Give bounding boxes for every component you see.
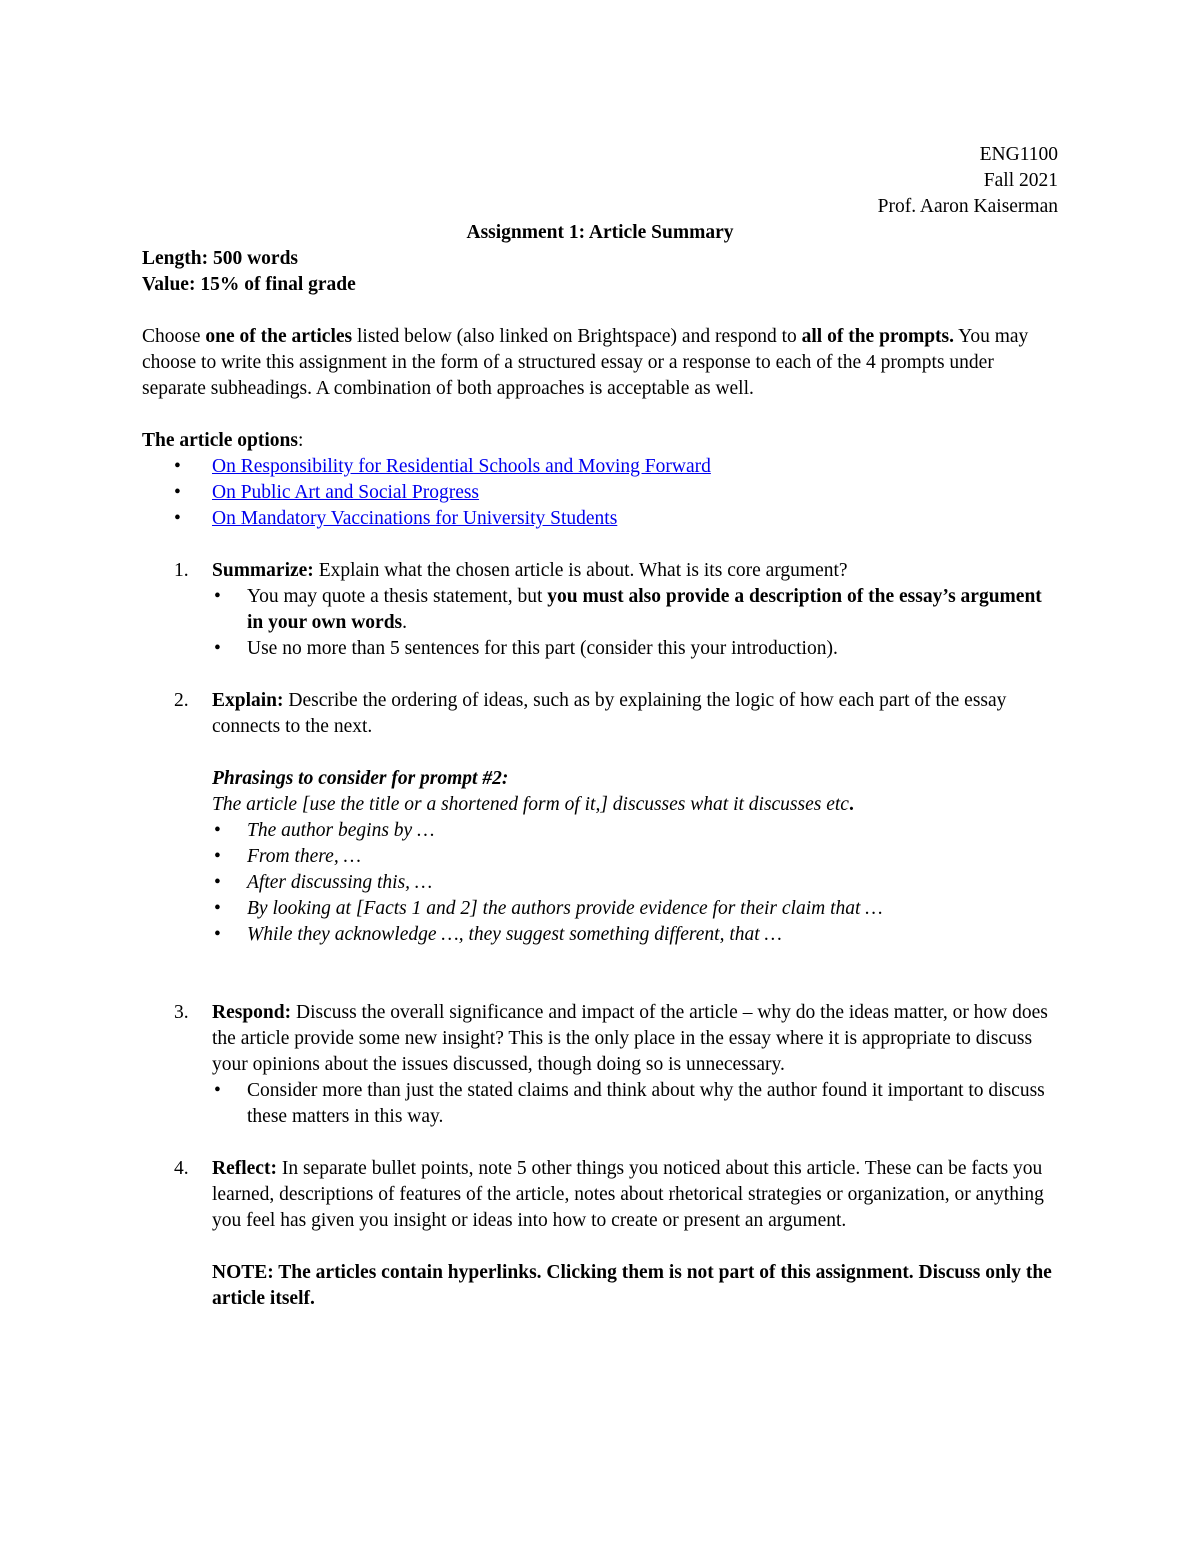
document-page [142, 142, 1058, 1312]
prompt-number: 1. [174, 560, 189, 581]
instructor: Prof. Aaron Kaiserman [877, 196, 1058, 217]
phrasings-intro: The article [use the title or a shortened form of it,] discusses what it discusses etc. [212, 794, 854, 815]
list-item: • The author begins by … [212, 818, 1058, 844]
prompt-number: 2. [174, 690, 189, 711]
value-line: Value: 15% of final grade [142, 274, 356, 295]
articles-heading: The article options: [142, 430, 304, 451]
summarize-bullets [212, 584, 1058, 662]
phrasings-heading: Phrasings to consider for prompt #2: [212, 768, 509, 789]
length-line: Length: 500 words [142, 248, 299, 269]
assignment-title: Assignment 1: Article Summary [466, 222, 734, 243]
prompt-number: 3. [174, 1002, 189, 1023]
term: Fall 2021 [983, 170, 1058, 191]
list-item: • Use no more than 5 sentences for this part (consider this your introduction). [212, 636, 1058, 662]
course-code: ENG1100 [979, 144, 1058, 165]
respond-bullets [212, 1078, 1058, 1130]
prompt-list [142, 558, 1058, 1312]
list-item: • From there, … [212, 844, 1058, 870]
list-item: • You may quote a thesis statement, but you must also provide a description of the essay’s argument in your own words. [212, 584, 1058, 636]
prompt-number: 4. [174, 1158, 189, 1179]
prompt-explain: 2. Explain: Describe the ordering of ideas, such as by explaining the logic of how each part of the essay connects to the next. Phrasings to consider for prompt #2: The article [use the title or a shortened form of it,] discusses what it discusses etc. • The author begins by … • From there, … • After discussing this, … • By looking at [Facts 1 and 2] the authors provide evidence for their claim that … • While they acknowledge …, they suggest something different, that … [142, 688, 1058, 1000]
note: NOTE: The articles contain hyperlinks. Clicking them is not part of this assignment. Discuss only the article itself. [212, 1262, 1052, 1309]
article-link-residential-schools[interactable]: On Responsibility for Residential Schools and Moving Forward [212, 456, 711, 477]
list-item [142, 454, 1058, 480]
list-item: • While they acknowledge …, they suggest something different, that … [212, 922, 1058, 948]
list-item: • After discussing this, … [212, 870, 1058, 896]
prompt-summarize: 1. Summarize: Explain what the chosen article is about. What is its core argument? • You may quote a thesis statement, but you must also provide a description of the essay’s argument in your own words. • Use no more than 5 sentences for this part (consider this your introduction). [142, 558, 1058, 688]
prompt-reflect: 4. Reflect: In separate bullet points, note 5 other things you noticed about this article. These can be facts you learned, descriptions of features of the article, notes about rhetorical strategies or organization, or anything you feel has given you insight or ideas into how to create or present an argument. NOTE: The articles contain hyperlinks. Clicking them is not part of this assignment. Discuss only the article itself. [142, 1156, 1058, 1312]
intro-paragraph: Choose one of the articles listed below (also linked on Brightspace) and respond to all of the prompts. You may choose to write this assignment in the form of a structured essay or a response to each of the 4 prompts under separate subheadings. A combination of both approaches is acceptable as well. [142, 326, 1029, 399]
list-item [142, 506, 1058, 532]
article-link-vaccinations[interactable]: On Mandatory Vaccinations for University Students [212, 508, 618, 529]
list-item: • By looking at [Facts 1 and 2] the authors provide evidence for their claim that … [212, 896, 1058, 922]
prompt-respond: 3. Respond: Discuss the overall significance and impact of the article – why do the ideas matter, or how does the article provide some new insight? This is the only place in the essay where it is appropriate to discuss your opinions about the issues discussed, though doing so is unnecessary. • Consider more than just the stated claims and think about why the author found it important to discuss these matters in this way. [142, 1000, 1058, 1156]
phrasings-list [212, 818, 1058, 948]
list-item [142, 480, 1058, 506]
article-list [142, 454, 1058, 532]
article-link-public-art[interactable]: On Public Art and Social Progress [212, 482, 480, 503]
course-header [142, 142, 1058, 220]
list-item: • Consider more than just the stated claims and think about why the author found it important to discuss these matters in this way. [212, 1078, 1058, 1130]
